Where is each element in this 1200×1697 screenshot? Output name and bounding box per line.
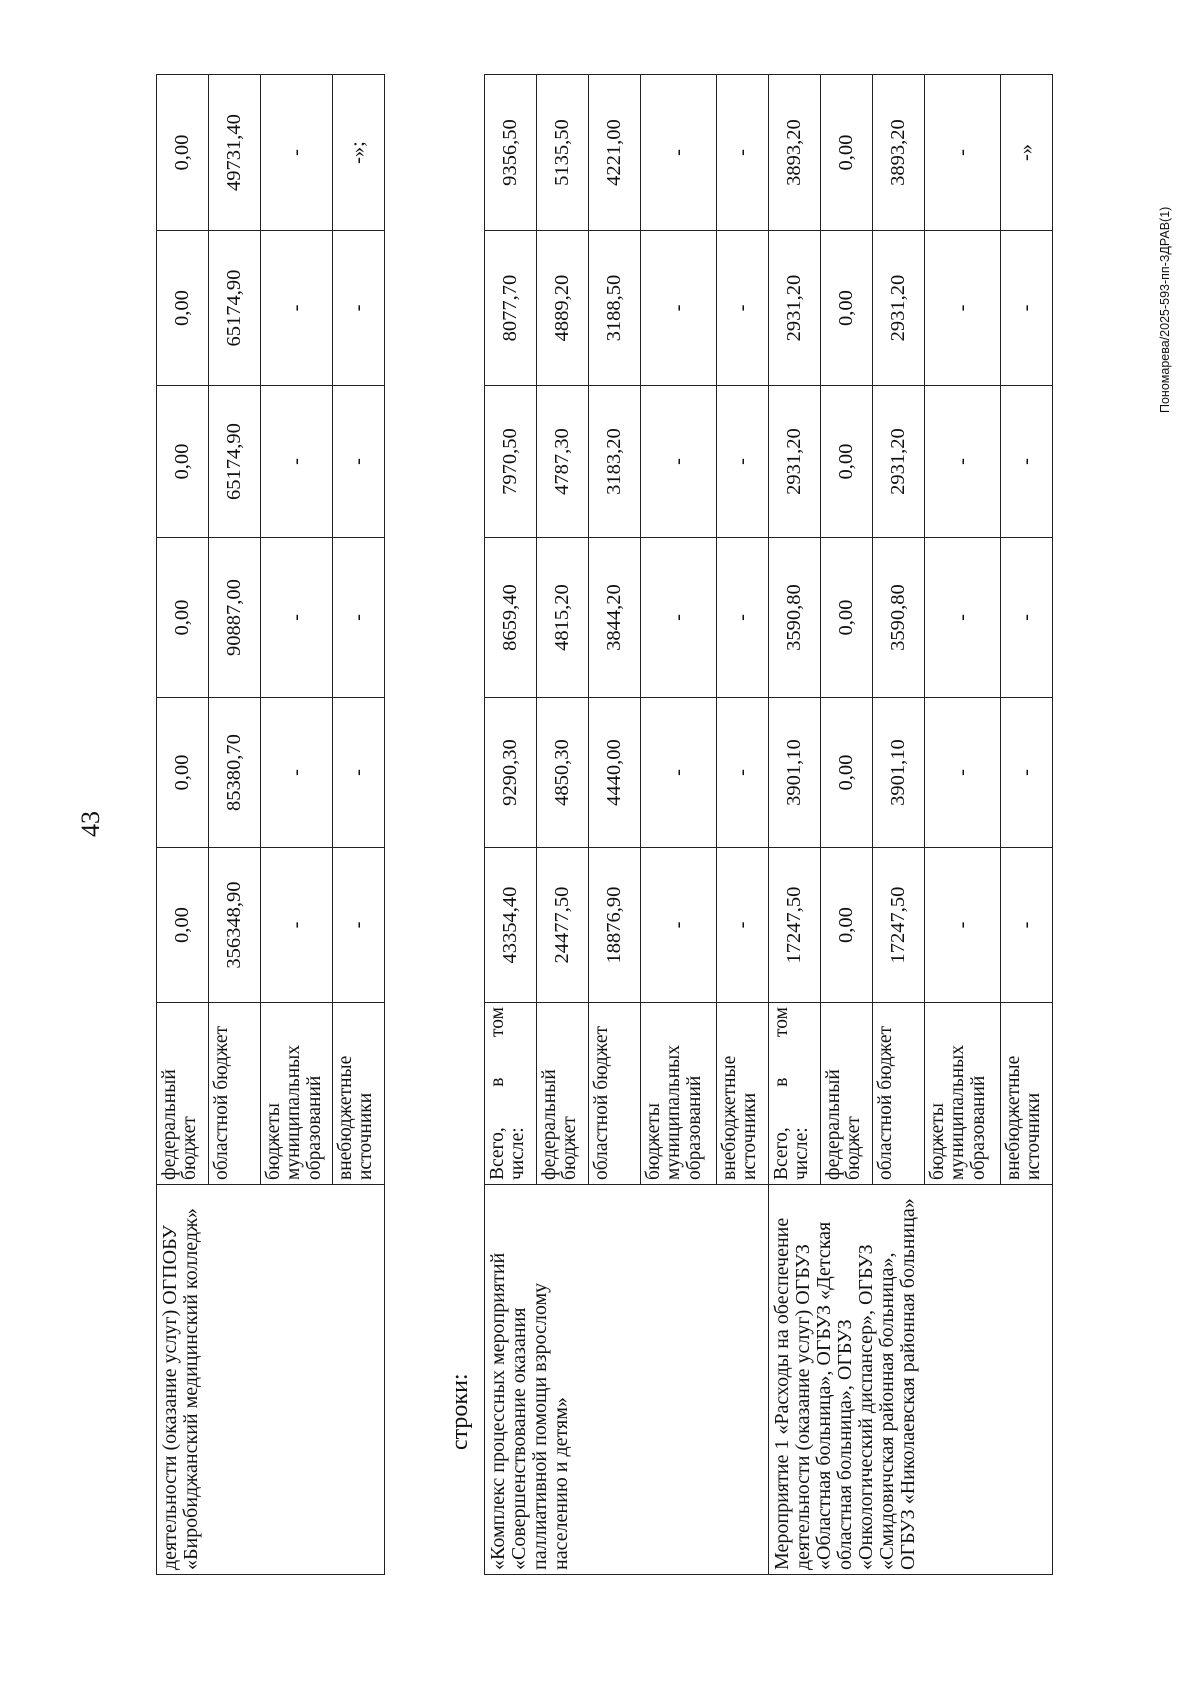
amount-cell: - (641, 538, 717, 698)
amount-cell: - (717, 386, 769, 538)
source-label-tail: числе: (791, 1127, 813, 1180)
table-row (157, 75, 209, 1575)
amount-cell: 3893,20 (769, 75, 821, 231)
amount-cell: - (333, 231, 385, 386)
amount-cell: 3590,80 (873, 538, 925, 698)
amount-cell: 4221,00 (589, 75, 641, 231)
amount-cell: - (261, 698, 333, 848)
amount-cell: 2931,20 (873, 386, 925, 538)
amount-cell: - (1001, 848, 1053, 1003)
amount-cell: 85380,70 (209, 698, 261, 848)
amount-cell: - (717, 698, 769, 848)
amount-cell: 4787,30 (537, 386, 589, 538)
table-row (485, 75, 537, 1575)
funding-source: федеральный бюджет (821, 1003, 873, 1185)
amount-cell: - (261, 848, 333, 1003)
amount-cell: 3183,20 (589, 386, 641, 538)
amount-cell: 356348,90 (209, 848, 261, 1003)
amount-cell: 0,00 (821, 386, 873, 538)
funding-table-continued (156, 74, 385, 1575)
amount-cell: - (925, 538, 1001, 698)
amount-cell: - (925, 386, 1001, 538)
amount-cell: 0,00 (157, 698, 209, 848)
amount-cell: - (333, 538, 385, 698)
amount-cell: 3901,10 (769, 698, 821, 848)
amount-cell: 49731,40 (209, 75, 261, 231)
event-description: деятельности (оказание услуг) ОГПОБУ «Биробиджанский медицинский колледж» (157, 1185, 385, 1575)
amount-cell: - (925, 231, 1001, 386)
amount-cell: - (261, 538, 333, 698)
amount-cell: -» (1001, 75, 1053, 231)
amount-cell: 8077,70 (485, 231, 537, 386)
amount-cell: 2931,20 (769, 231, 821, 386)
event-description: «Комплекс процессных мероприятий «Совершенствование оказания паллиативной помощи взрослому населению и детям» (485, 1185, 769, 1575)
page-number: 43 (76, 811, 105, 837)
amount-cell: - (641, 386, 717, 538)
amount-cell: 3590,80 (769, 538, 821, 698)
amount-cell: - (641, 75, 717, 231)
funding-source: внебюджетные источники (333, 1003, 385, 1185)
amount-cell: 3188,50 (589, 231, 641, 386)
amount-cell: 3901,10 (873, 698, 925, 848)
amount-cell: 0,00 (157, 231, 209, 386)
source-label-word: том (487, 1007, 508, 1037)
source-label-word: Всего, (487, 1127, 508, 1180)
section-word-rows: строки: (447, 1373, 473, 1450)
amount-cell: 2931,20 (769, 386, 821, 538)
amount-cell: -»; (333, 75, 385, 231)
amount-cell: 0,00 (821, 231, 873, 386)
amount-cell: 0,00 (821, 538, 873, 698)
amount-cell: - (261, 231, 333, 386)
amount-cell: 65174,90 (209, 231, 261, 386)
amount-cell: - (925, 848, 1001, 1003)
funding-source (485, 1003, 537, 1185)
amount-cell: - (641, 848, 717, 1003)
funding-source: федеральный бюджет (157, 1003, 209, 1185)
amount-cell: - (261, 386, 333, 538)
amount-cell: 9290,30 (485, 698, 537, 848)
amount-cell: - (261, 75, 333, 231)
event-description: Мероприятие 1 «Расходы на обеспечение деятельности (оказание услуг) ОГБУЗ «Областная больница», ОГБУЗ «Детская областная больница», ОГБУЗ «Онкологический диспансер», ОГБУЗ «Смидовичская районная больница», ОГБУЗ «Николаевская районная больница» (769, 1185, 1053, 1575)
amount-cell: 0,00 (157, 386, 209, 538)
amount-cell: - (641, 698, 717, 848)
funding-source: областной бюджет (873, 1003, 925, 1185)
amount-cell: - (717, 75, 769, 231)
amount-cell: - (717, 538, 769, 698)
amount-cell: 65174,90 (209, 386, 261, 538)
amount-cell: - (641, 231, 717, 386)
source-label-word: Всего, (771, 1127, 792, 1180)
amount-cell: 4850,30 (537, 698, 589, 848)
amount-cell: - (1001, 386, 1053, 538)
amount-cell: 0,00 (157, 75, 209, 231)
amount-cell: 90887,00 (209, 538, 261, 698)
funding-source: федеральный бюджет (537, 1003, 589, 1185)
source-label-word: том (771, 1007, 792, 1037)
amount-cell: 43354,40 (485, 848, 537, 1003)
document-code: Пономарева/2025-593-пп-ЗДРАВ(1) (1158, 206, 1172, 413)
amount-cell: 17247,50 (769, 848, 821, 1003)
amount-cell: 3893,20 (873, 75, 925, 231)
funding-source: бюджеты муниципальных образований (261, 1003, 333, 1185)
amount-cell: 4889,20 (537, 231, 589, 386)
amount-cell: 2931,20 (873, 231, 925, 386)
funding-source: внебюджетные источники (717, 1003, 769, 1185)
amount-cell: 9356,50 (485, 75, 537, 231)
amount-cell: - (333, 386, 385, 538)
amount-cell: 18876,90 (589, 848, 641, 1003)
amount-cell: - (717, 231, 769, 386)
amount-cell: - (333, 698, 385, 848)
source-label-line (772, 1007, 792, 1180)
funding-source: бюджеты муниципальных образований (641, 1003, 717, 1185)
source-label-word: в (487, 1077, 508, 1087)
amount-cell: - (925, 698, 1001, 848)
amount-cell: - (925, 75, 1001, 231)
amount-cell: 0,00 (821, 75, 873, 231)
source-label-word: в (771, 1077, 792, 1087)
amount-cell: 8659,40 (485, 538, 537, 698)
amount-cell: 4815,20 (537, 538, 589, 698)
funding-table-main (484, 74, 1053, 1575)
table-row (769, 75, 821, 1575)
source-label-line (488, 1007, 508, 1180)
amount-cell: 0,00 (821, 848, 873, 1003)
amount-cell: 0,00 (821, 698, 873, 848)
amount-cell: 17247,50 (873, 848, 925, 1003)
funding-source: внебюджетные источники (1001, 1003, 1053, 1185)
amount-cell: 0,00 (157, 848, 209, 1003)
funding-source (769, 1003, 821, 1185)
amount-cell: - (1001, 698, 1053, 848)
amount-cell: - (1001, 538, 1053, 698)
amount-cell: 5135,50 (537, 75, 589, 231)
amount-cell: 3844,20 (589, 538, 641, 698)
funding-source: областной бюджет (589, 1003, 641, 1185)
amount-cell: 7970,50 (485, 386, 537, 538)
amount-cell: 4440,00 (589, 698, 641, 848)
source-label-tail: числе: (507, 1127, 529, 1180)
funding-source: бюджеты муниципальных образований (925, 1003, 1001, 1185)
amount-cell: - (333, 848, 385, 1003)
amount-cell: - (717, 848, 769, 1003)
funding-source: областной бюджет (209, 1003, 261, 1185)
amount-cell: 0,00 (157, 538, 209, 698)
amount-cell: - (1001, 231, 1053, 386)
amount-cell: 24477,50 (537, 848, 589, 1003)
